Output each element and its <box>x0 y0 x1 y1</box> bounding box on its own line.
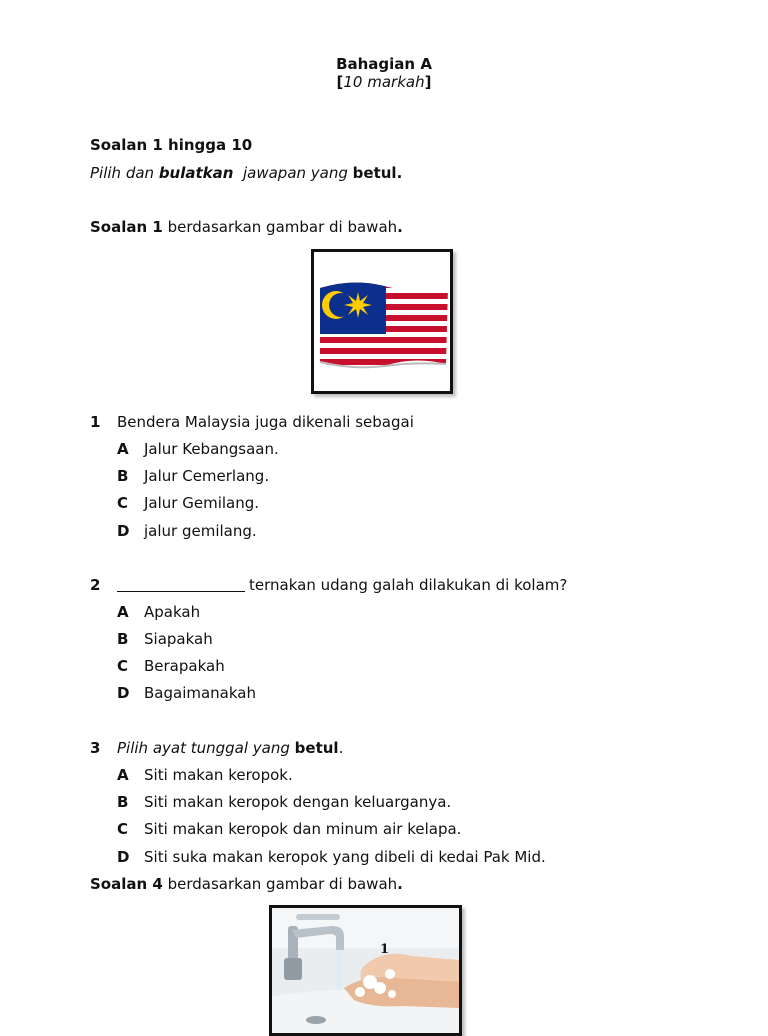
option-letter: C <box>117 494 129 512</box>
option-text: jalur gemilang. <box>144 522 257 540</box>
option-letter: A <box>117 440 129 458</box>
question-number: 1 <box>90 413 101 431</box>
question-text: ternakan udang galah dilakukan di kolam? <box>117 576 567 594</box>
option-letter: D <box>117 848 130 866</box>
malaysia-flag-image <box>314 252 450 391</box>
flag-image-frame <box>311 249 453 394</box>
option-letter: D <box>117 684 130 702</box>
option-letter: C <box>117 820 129 838</box>
option-letter: D <box>117 522 130 540</box>
option-text: Siti makan keropok dan minum air kelapa. <box>144 820 462 838</box>
question-text: Bendera Malaysia juga dikenali sebagai <box>117 413 414 431</box>
handwashing-image <box>272 908 459 1033</box>
option-text: Siti suka makan keropok yang dibeli di kedai Pak Mid. <box>144 848 546 866</box>
option-text: Jalur Kebangsaan. <box>144 440 279 458</box>
marks-label: [10 markah] <box>336 73 432 91</box>
question-range: Soalan 1 hingga 10 <box>90 136 253 154</box>
question-4-reference: Soalan 4 berdasarkan gambar di bawah. <box>90 875 403 893</box>
option-text: Jalur Cemerlang. <box>144 467 270 485</box>
option-text: Siti makan keropok. <box>144 766 293 784</box>
image-number-label: 1 <box>380 942 390 957</box>
option-letter: C <box>117 657 129 675</box>
question-number: 2 <box>90 576 101 594</box>
option-letter: A <box>117 766 129 784</box>
answer-blank <box>117 577 245 592</box>
option-letter: A <box>117 603 129 621</box>
question-text: Pilih ayat tunggal yang betul. <box>117 739 344 757</box>
option-text: Jalur Gemilang. <box>144 494 260 512</box>
handwashing-image-frame <box>269 905 462 1036</box>
section-title: Bahagian A <box>336 55 432 73</box>
question-number: 3 <box>90 739 101 757</box>
instruction-text: Pilih dan bulatkan jawapan yang betul. <box>90 164 403 182</box>
option-letter: B <box>117 793 129 811</box>
question-1-reference: Soalan 1 berdasarkan gambar di bawah. <box>90 218 403 236</box>
option-text: Bagaimanakah <box>144 684 256 702</box>
option-text: Berapakah <box>144 657 225 675</box>
option-text: Apakah <box>144 603 201 621</box>
option-text: Siapakah <box>144 630 213 648</box>
option-text: Siti makan keropok dengan keluarganya. <box>144 793 452 811</box>
option-letter: B <box>117 630 129 648</box>
option-letter: B <box>117 467 129 485</box>
